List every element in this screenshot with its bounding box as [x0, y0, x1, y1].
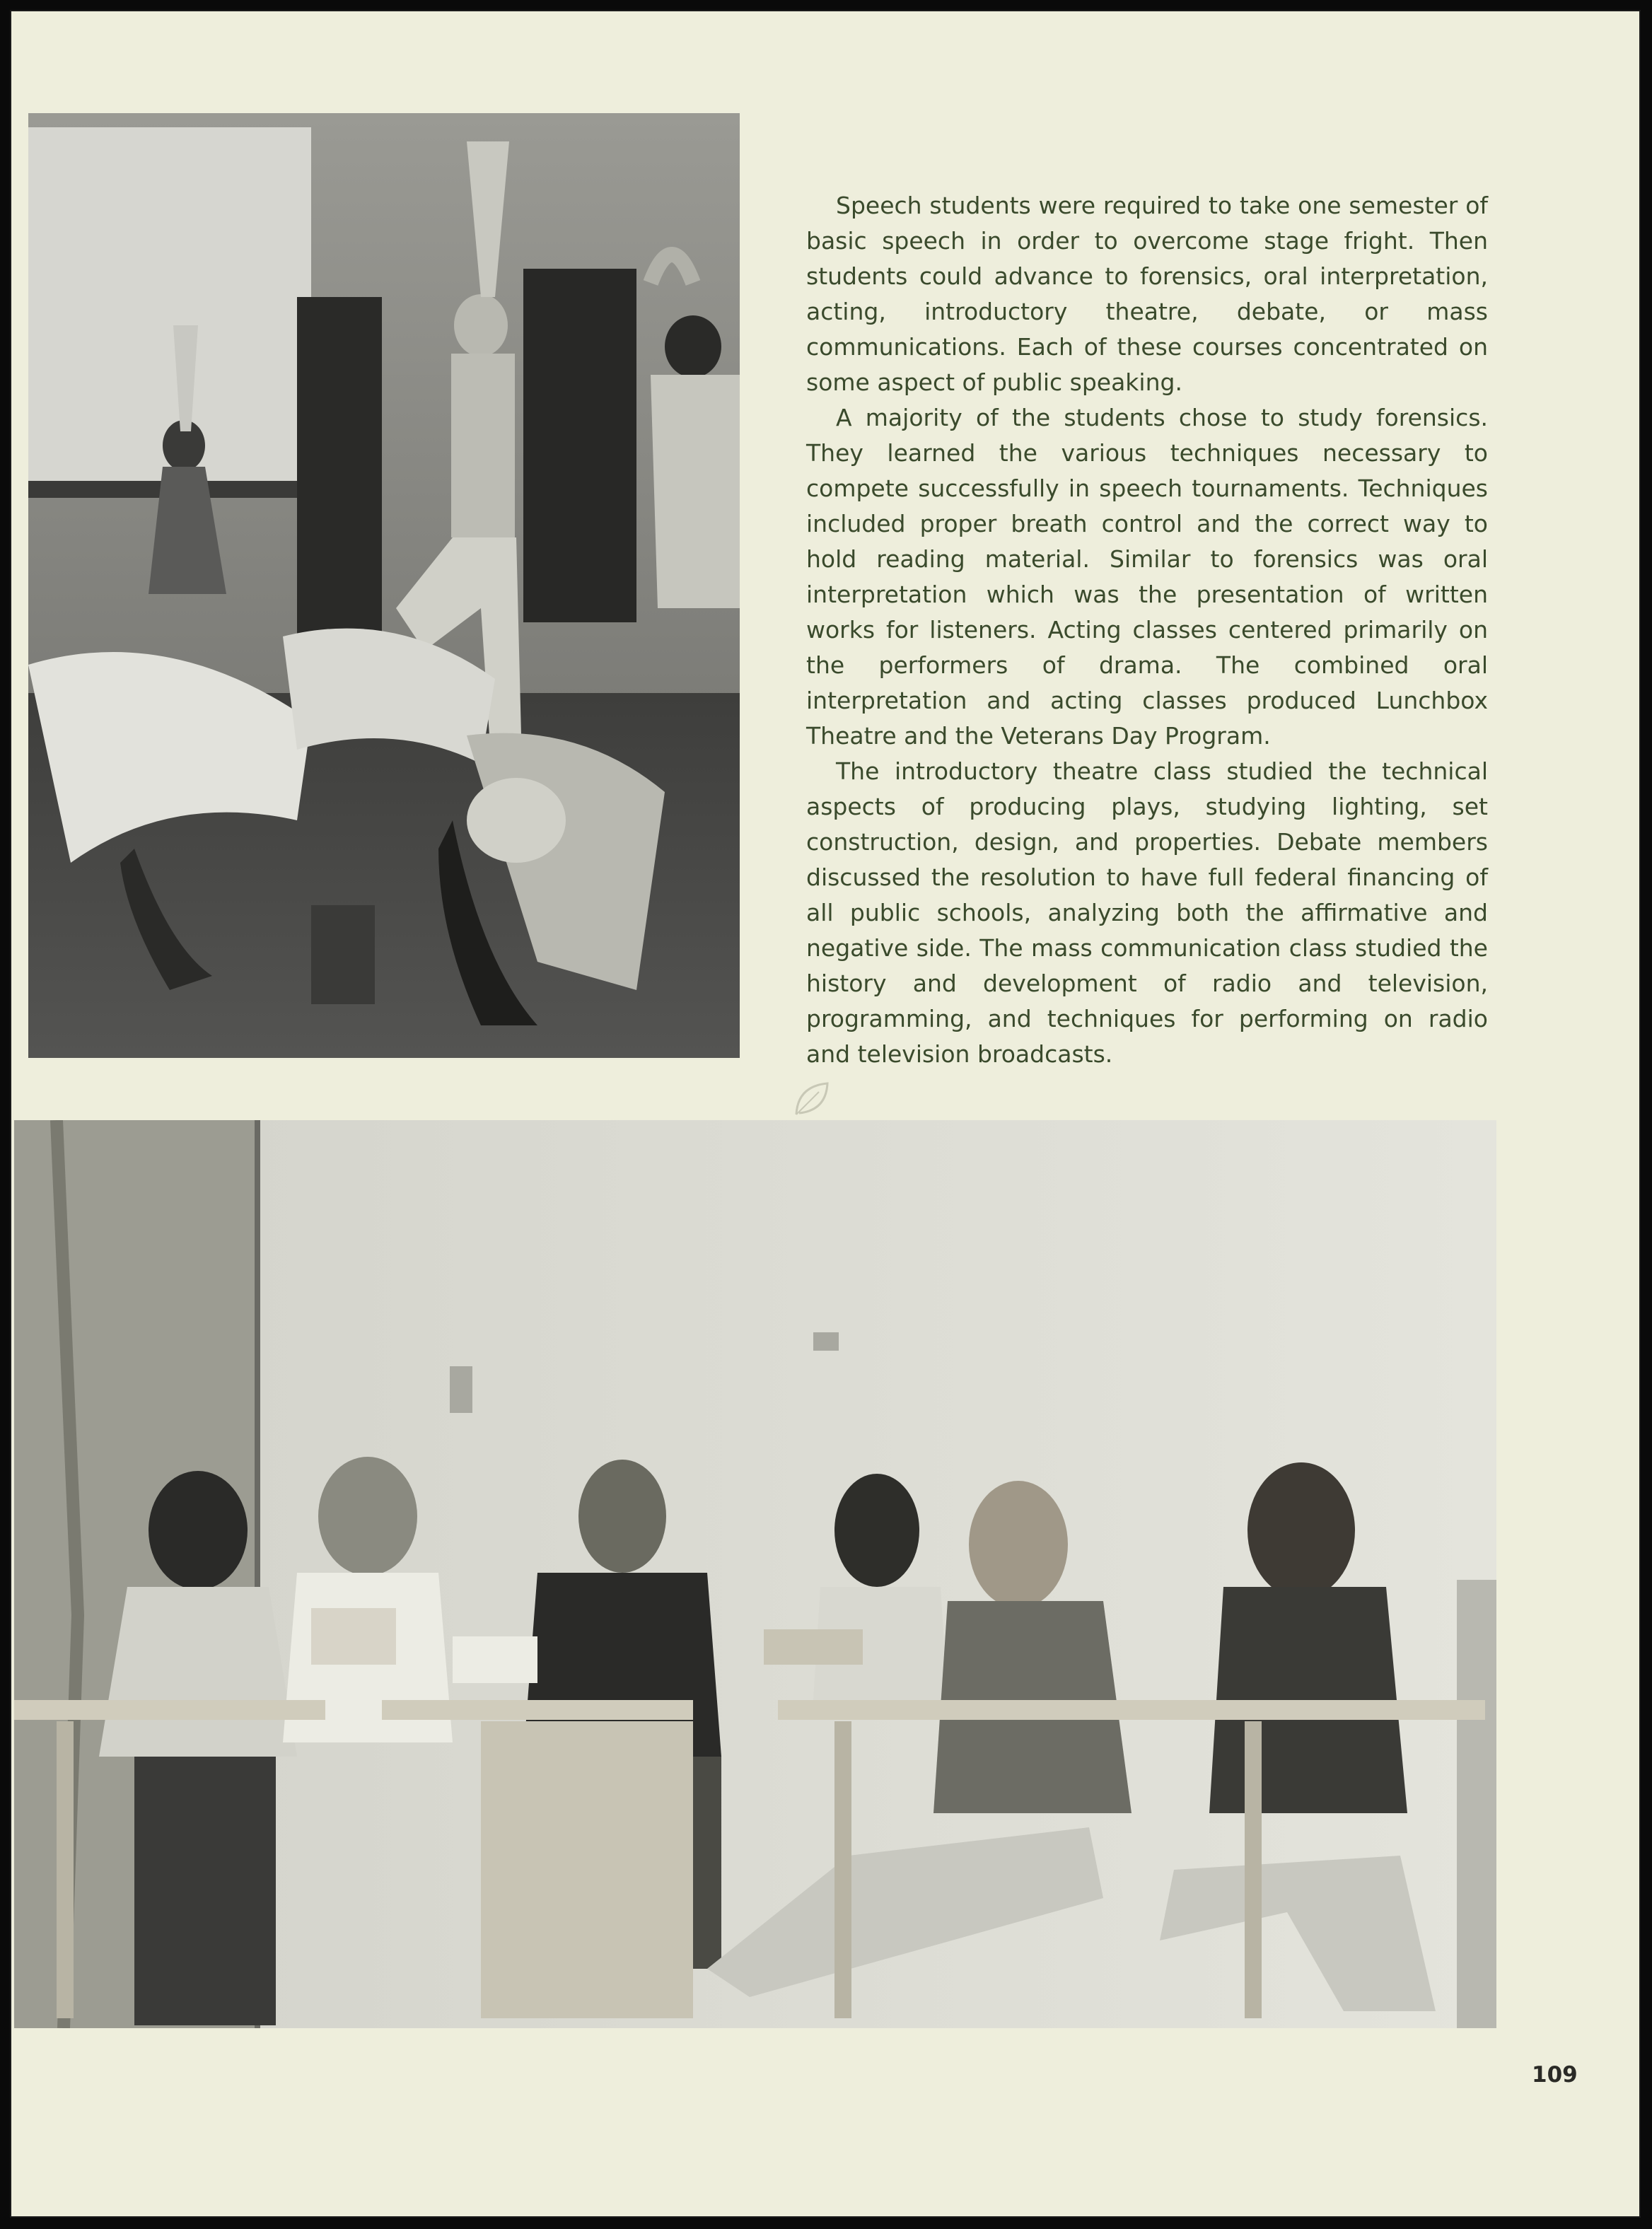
classroom-desks-photo — [14, 1120, 1496, 2028]
page-number: 109 — [1532, 2062, 1578, 2088]
show-through-text — [1171, 146, 1182, 182]
paragraph-intro: Speech students were required to take one semester of basic speech in order to overcome stage fright. Then students could advance to forensics, oral interpretation, acting, introductory theatre, debate, or mass communications. Each of these courses concentrated on some aspect of public speaking. — [806, 192, 1488, 396]
article-body — [806, 188, 1488, 1072]
leaf-ornament-icon — [791, 1078, 833, 1120]
yearbook-page — [10, 10, 1641, 2218]
paragraph-forensics: A majority of the students chose to study forensics. They learned the various techniques necessary to compete successfully in speech tournaments. Techniques included proper breath control and the correct way to hold reading material. Similar to forensics was oral interpretation which was the presentation of written works for listeners. Acting classes centered primarily on the performers of drama. The combined oral interpretation and acting classes produced Lunchbox Theatre and the Veterans Day Program. — [806, 404, 1488, 750]
paragraph-theatre-debate: The introductory theatre class studied the technical aspects of producing plays, studying lighting, set construction, design, and properties. Debate members discussed the resolution to have full federal financing of all public schools, analyzing both the affirmative and negative side. The mass communication class studied the history and development of radio and television, programming, and techniques for performing on radio and television broadcasts. — [806, 757, 1488, 1068]
speech-class-exercise-photo — [28, 113, 740, 1058]
